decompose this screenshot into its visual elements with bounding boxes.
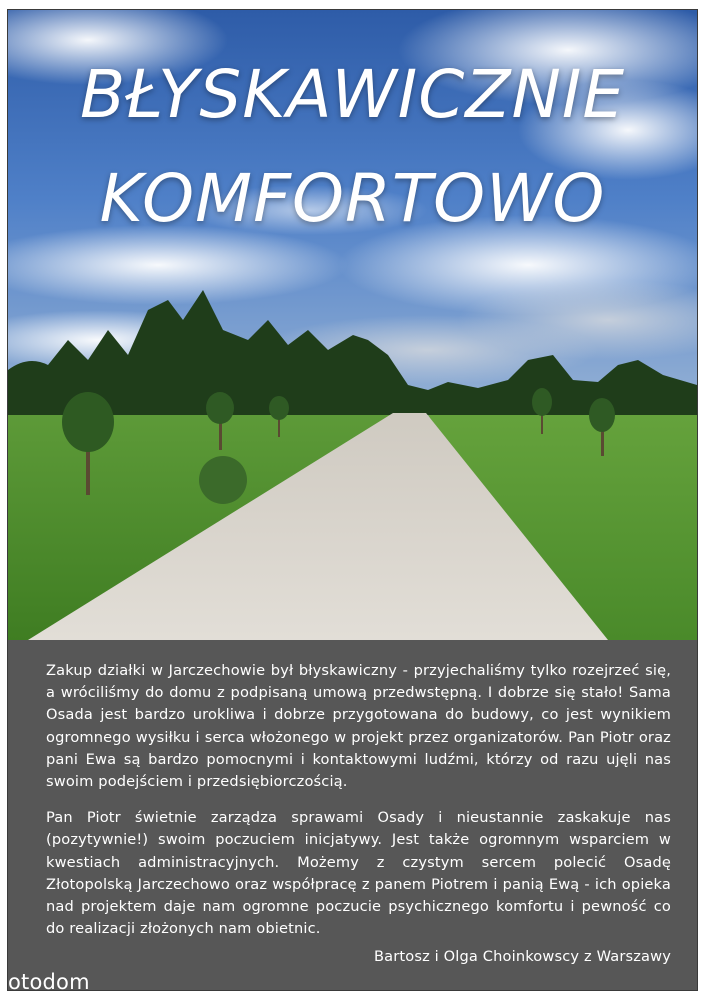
testimonial-signature: Bartosz i Olga Choinkowscy z Warszawy	[373, 948, 671, 965]
testimonial-panel	[8, 640, 697, 991]
otodom-watermark-logo: otodom	[8, 970, 90, 994]
headline-line-1: BŁYSKAWICZNIE	[79, 56, 626, 133]
testimonial-paragraph-1: Zakup działki w Jarczechowie był błyskawiczny - przyjechaliśmy tylko rozejrzeć się, a wróciliśmy do domu z podpisaną umową przedwstępną. I dobrze się stało! Sama Osada jest bardzo urokliwa i dobrze przygotowana do budowy, co jest wynikiem ogromnego wysiłku i serca włożonego w projekt przez organizatorów. Pan Piotr oraz pani Ewa są bardzo pomocnymi i kontaktowymi ludźmi, którzy od razu ujęli nas swoim podejściem i przedsiębiorczością.	[46, 662, 671, 791]
poster	[7, 9, 698, 991]
landscape-photo	[8, 10, 697, 640]
headline-line-2: KOMFORTOWO	[99, 160, 606, 237]
testimonial-paragraph-2: Pan Piotr świetnie zarządza sprawami Osady i nieustannie zaskakuje nas (pozytywnie!) swoim poczuciem inicjatywy. Jest także ogromnym wsparciem w kwestiach administracyjnych. Możemy z czystym sercem polecić Osadę Złotopolską Jarczechowo oraz współpracę z panem Piotrem i panią Ewą - ich opieka nad projektem daje nam ogromne poczucie psychicznego komfortu i pewność co do realizacji złożonych nam obietnic.	[46, 809, 671, 938]
